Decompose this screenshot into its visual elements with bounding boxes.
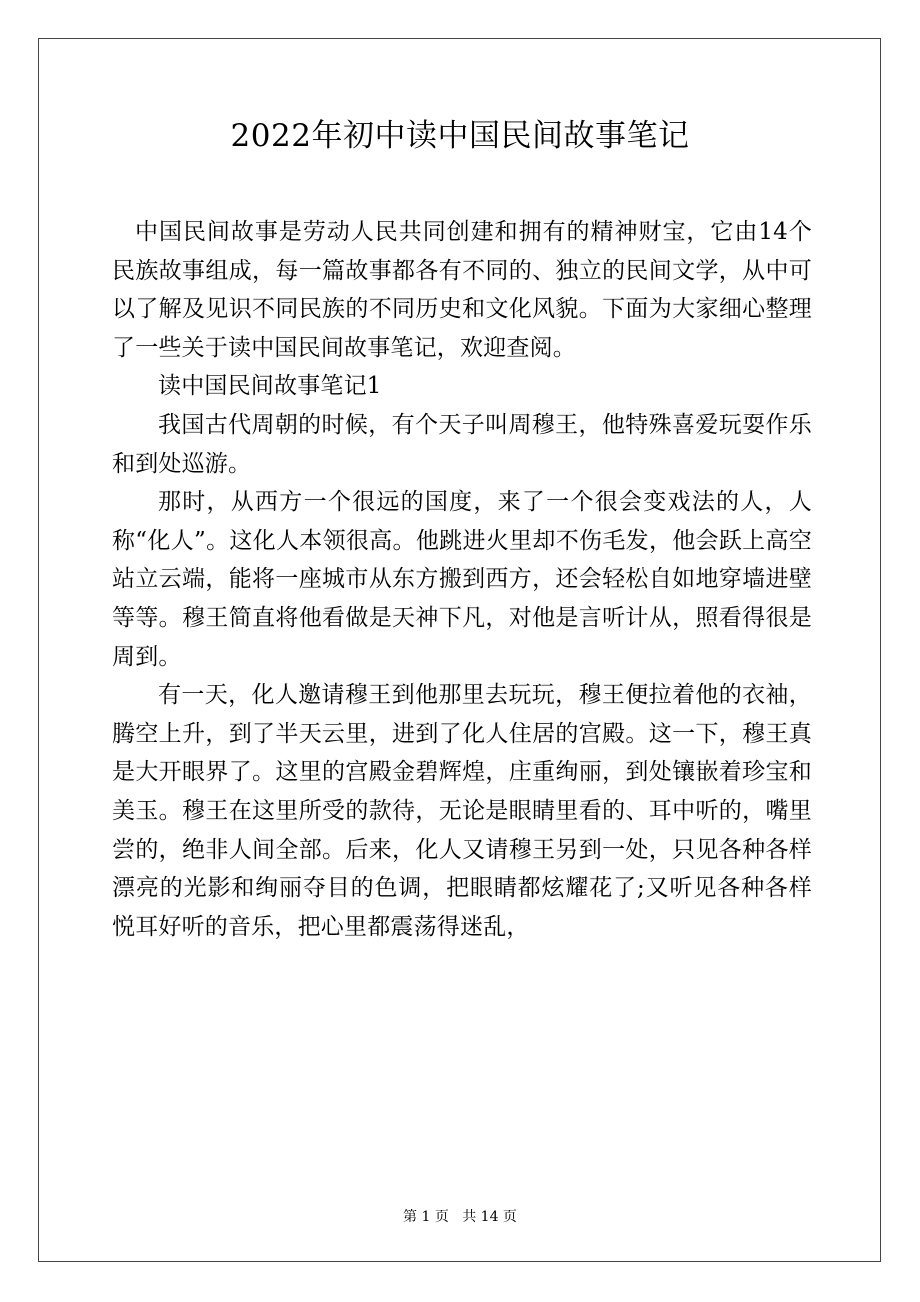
document-title: 2022年初中读中国民间故事笔记	[230, 118, 690, 154]
page-footer	[0, 1208, 920, 1226]
body-paragraph: 那时，从西方一个很远的国度，来了一个很会变戏法的人，人称“化人”。这化人本领很高。他跳进火里却不伤毛发，他会跃上高空站立云端，能将一座城市从东方搬到西方，还会轻松自如地穿墙进壁等等。穆王简直将他看做是天神下凡，对他是言听计从，照看得很是周到。	[112, 489, 812, 670]
body-paragraph: 我国古代周朝的时候，有个天子叫周穆王，他特殊喜爱玩耍作乐和到处巡游。	[112, 411, 812, 477]
body-paragraph: 有一天，化人邀请穆王到他那里去玩玩，穆王便拉着他的衣袖，腾空上升，到了半天云里，进到了化人住居的宫殿。这一下，穆王真是大开眼界了。这里的宫殿金碧辉煌，庄重绚丽，到处镶嵌着珍宝和美玉。穆王在这里所受的款待，无论是眼睛里看的、耳中听的，嘴里尝的，绝非人间全部。后来，化人又请穆王另到一处，只见各种各样漂亮的光影和绚丽夺目的色调，把眼睛都炫耀花了;又听见各种各样悦耳好听的音乐，把心里都震荡得迷乱，	[112, 682, 812, 940]
page-total: 共 14 页	[462, 1209, 517, 1225]
intro-paragraph: 中国民间故事是劳动人民共同创建和拥有的精神财宝，它由14个民族故事组成，每一篇故事都各有不同的、独立的民间文学，从中可以了解及见识不同民族的不同历史和文化风貌。下面为大家细心整理了一些关于读中国民间故事笔记，欢迎查阅。	[112, 219, 812, 361]
section-heading: 读中国民间故事笔记1	[158, 373, 382, 400]
document-body	[112, 213, 812, 946]
page-number: 第 1 页	[403, 1209, 449, 1225]
